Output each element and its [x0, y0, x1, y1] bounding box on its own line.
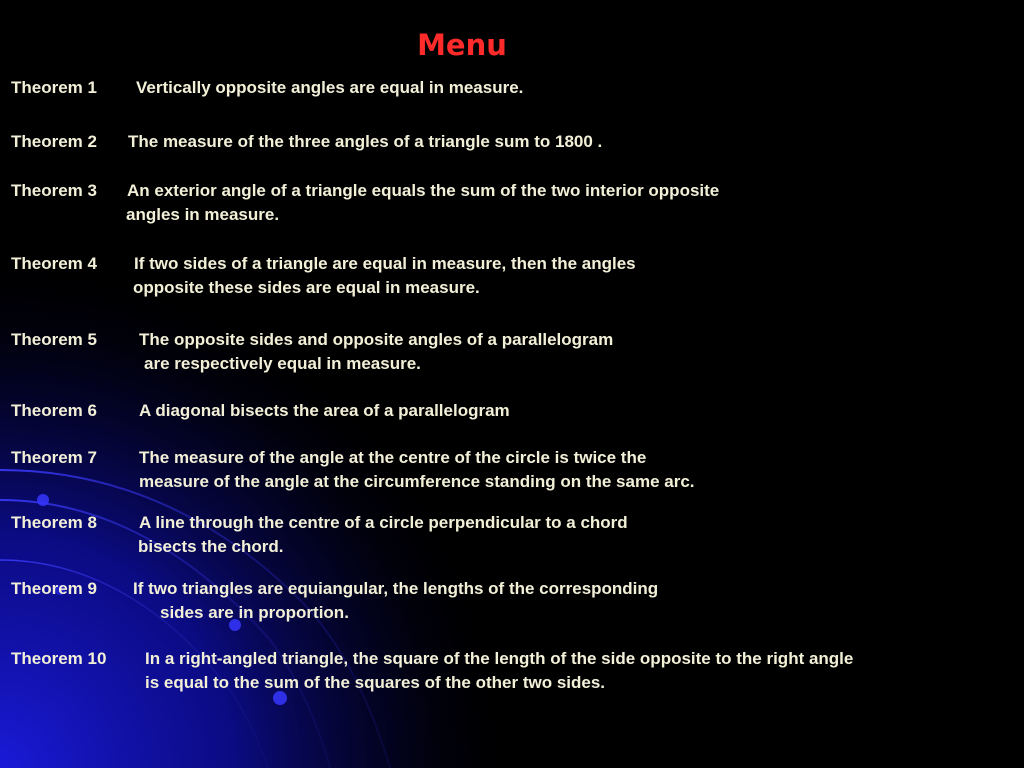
- theorem-1-label[interactable]: Theorem 1: [11, 78, 97, 97]
- theorem-4-text-line-2: opposite these sides are equal in measure.: [133, 278, 480, 297]
- theorem-2-label[interactable]: Theorem 2: [11, 132, 97, 151]
- theorem-3-label[interactable]: Theorem 3: [11, 181, 97, 200]
- theorem-10-text-line-2: is equal to the sum of the squares of the other two sides.: [145, 673, 606, 692]
- theorem-8-label[interactable]: Theorem 8: [11, 513, 97, 532]
- theorem-6-text: A diagonal bisects the area of a parallelogram: [139, 401, 510, 420]
- theorem-4-text-line-1: If two sides of a triangle are equal in measure, then the angles: [134, 254, 636, 273]
- theorem-10-text-line-1: In a right-angled triangle, the square of the length of the side opposite to the right angle: [145, 649, 854, 668]
- theorem-9-label[interactable]: Theorem 9: [11, 579, 97, 598]
- theorem-7-label[interactable]: Theorem 7: [11, 448, 97, 467]
- theorem-2-text: The measure of the three angles of a triangle sum to 1800 .: [128, 132, 603, 151]
- theorem-8-text-line-1: A line through the centre of a circle perpendicular to a chord: [139, 513, 628, 532]
- theorem-7-text-line-1: The measure of the angle at the centre of the circle is twice the: [139, 448, 647, 467]
- theorem-1-text: Vertically opposite angles are equal in measure.: [136, 78, 524, 97]
- theorem-4-label[interactable]: Theorem 4: [11, 254, 97, 273]
- theorem-8-text-line-2: bisects the chord.: [138, 537, 284, 556]
- theorem-5-text-line-1: The opposite sides and opposite angles of a parallelogram: [139, 330, 614, 349]
- theorem-9-text-line-2: sides are in proportion.: [160, 603, 349, 622]
- theorem-9-text-line-1: If two triangles are equiangular, the lengths of the corresponding: [133, 579, 659, 598]
- theorem-10-label[interactable]: Theorem 10: [11, 649, 107, 668]
- page-title: Menu: [417, 28, 507, 62]
- theorem-6-label[interactable]: Theorem 6: [11, 401, 97, 420]
- theorem-5-text-line-2: are respectively equal in measure.: [144, 354, 421, 373]
- theorem-5-label[interactable]: Theorem 5: [11, 330, 97, 349]
- theorem-3-text-line-1: An exterior angle of a triangle equals the sum of the two interior opposite: [127, 181, 720, 200]
- theorem-7-text-line-2: measure of the angle at the circumference standing on the same arc.: [139, 472, 695, 491]
- theorem-3-text-line-2: angles in measure.: [126, 205, 280, 224]
